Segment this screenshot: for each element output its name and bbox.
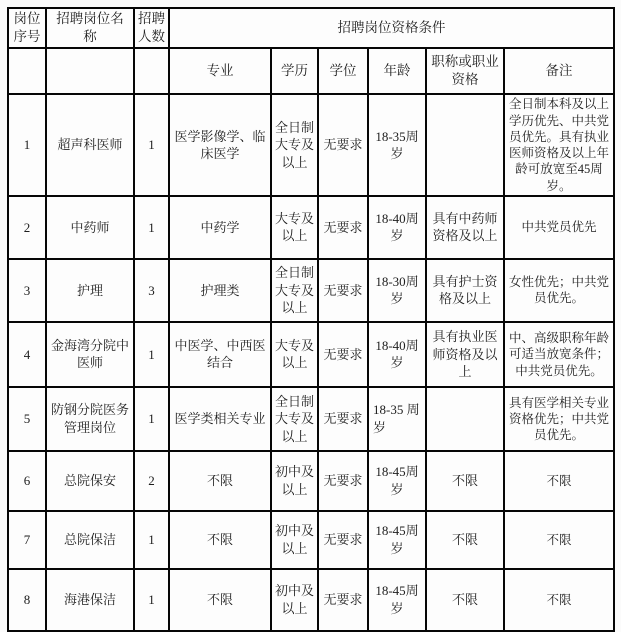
cell-remark: 女性优先；中共党员优先。 <box>504 259 614 322</box>
cell-major: 中药学 <box>169 196 271 259</box>
cell-position-no: 3 <box>8 259 46 322</box>
cell-major: 不限 <box>169 451 271 511</box>
cell-position-name: 中药师 <box>46 196 134 259</box>
table-row <box>8 196 614 259</box>
header-position-no: 岗位序号 <box>8 8 46 48</box>
cell-major: 医学类相关专业 <box>169 387 271 451</box>
cell-position-no: 6 <box>8 451 46 511</box>
cell-degree: 无要求 <box>318 94 368 196</box>
cell-degree: 无要求 <box>318 451 368 511</box>
cell-title-qualification: 具有护士资格及以上 <box>426 259 504 322</box>
cell-position-no: 7 <box>8 511 46 569</box>
cell-position-name: 护理 <box>46 259 134 322</box>
cell-position-no: 8 <box>8 569 46 631</box>
header-recruit-count: 招聘人数 <box>134 8 169 48</box>
cell-remark: 不限 <box>504 569 614 631</box>
cell-position-no: 1 <box>8 94 46 196</box>
cell-recruit-count: 3 <box>134 259 169 322</box>
cell-education: 全日制大专及以上 <box>271 259 318 322</box>
cell-remark: 全日制本科及以上学历优先、中共党员优先。具有执业医师资格及以上年龄可放宽至45周岁。 <box>504 94 614 196</box>
cell-recruit-count: 1 <box>134 387 169 451</box>
cell-education: 初中及以上 <box>271 511 318 569</box>
cell-degree: 无要求 <box>318 387 368 451</box>
cell-major: 不限 <box>169 511 271 569</box>
cell-recruit-count: 1 <box>134 569 169 631</box>
recruitment-table <box>7 7 615 632</box>
cell-title-qualification <box>426 387 504 451</box>
cell-education: 全日制大专及以上 <box>271 94 318 196</box>
cell-position-no: 2 <box>8 196 46 259</box>
cell-age: 18-35周岁 <box>368 94 426 196</box>
cell-remark: 不限 <box>504 511 614 569</box>
header-remark: 备注 <box>504 48 614 94</box>
cell-remark: 中、高级职称年龄可适当放宽条件；中共党员优先。 <box>504 322 614 387</box>
cell-title-qualification: 不限 <box>426 511 504 569</box>
cell-education: 全日制大专及以上 <box>271 387 318 451</box>
cell-education: 大专及以上 <box>271 196 318 259</box>
cell-degree: 无要求 <box>318 196 368 259</box>
cell-position-name: 总院保安 <box>46 451 134 511</box>
table-row <box>8 94 614 196</box>
table-row <box>8 387 614 451</box>
cell-major: 医学影像学、临床医学 <box>169 94 271 196</box>
cell-recruit-count: 1 <box>134 322 169 387</box>
cell-degree: 无要求 <box>318 511 368 569</box>
cell-recruit-count: 1 <box>134 94 169 196</box>
cell-degree: 无要求 <box>318 569 368 631</box>
header-spacer-cell <box>134 48 169 94</box>
cell-age: 18-40周岁 <box>368 322 426 387</box>
cell-position-name: 总院保洁 <box>46 511 134 569</box>
cell-title-qualification: 具有中药师资格及以上 <box>426 196 504 259</box>
cell-age: 18-45周岁 <box>368 569 426 631</box>
cell-age: 18-45周岁 <box>368 511 426 569</box>
cell-position-name: 超声科医师 <box>46 94 134 196</box>
cell-remark: 具有医学相关专业资格优先；中共党员优先。 <box>504 387 614 451</box>
cell-title-qualification <box>426 94 504 196</box>
cell-recruit-count: 1 <box>134 511 169 569</box>
cell-age: 18-40周岁 <box>368 196 426 259</box>
cell-recruit-count: 1 <box>134 196 169 259</box>
cell-education: 大专及以上 <box>271 322 318 387</box>
cell-major: 中医学、中西医结合 <box>169 322 271 387</box>
cell-education: 初中及以上 <box>271 569 318 631</box>
header-qualifications: 招聘岗位资格条件 <box>169 8 614 48</box>
cell-position-no: 4 <box>8 322 46 387</box>
table-row <box>8 322 614 387</box>
cell-age: 18-45周岁 <box>368 451 426 511</box>
table-row <box>8 451 614 511</box>
cell-position-name: 金海湾分院中医师 <box>46 322 134 387</box>
cell-age: 18-35 周岁 <box>368 387 426 451</box>
table-row <box>8 259 614 322</box>
table-row <box>8 569 614 631</box>
cell-position-name: 防钢分院医务管理岗位 <box>46 387 134 451</box>
cell-major: 不限 <box>169 569 271 631</box>
header-degree: 学位 <box>318 48 368 94</box>
header-spacer-cell <box>8 48 46 94</box>
header-education: 学历 <box>271 48 318 94</box>
cell-age: 18-30周岁 <box>368 259 426 322</box>
cell-position-no: 5 <box>8 387 46 451</box>
header-age: 年龄 <box>368 48 426 94</box>
cell-remark: 不限 <box>504 451 614 511</box>
header-major: 专业 <box>169 48 271 94</box>
header-title-qualification: 职称或职业资格 <box>426 48 504 94</box>
cell-title-qualification: 具有执业医师资格及以上 <box>426 322 504 387</box>
cell-title-qualification: 不限 <box>426 569 504 631</box>
cell-remark: 中共党员优先 <box>504 196 614 259</box>
cell-major: 护理类 <box>169 259 271 322</box>
header-row-2 <box>8 48 614 94</box>
cell-education: 初中及以上 <box>271 451 318 511</box>
header-position-name: 招聘岗位名称 <box>46 8 134 48</box>
header-row-1 <box>8 8 614 48</box>
cell-position-name: 海港保洁 <box>46 569 134 631</box>
cell-degree: 无要求 <box>318 259 368 322</box>
cell-title-qualification: 不限 <box>426 451 504 511</box>
header-spacer-cell <box>46 48 134 94</box>
table-row <box>8 511 614 569</box>
cell-recruit-count: 2 <box>134 451 169 511</box>
cell-degree: 无要求 <box>318 322 368 387</box>
